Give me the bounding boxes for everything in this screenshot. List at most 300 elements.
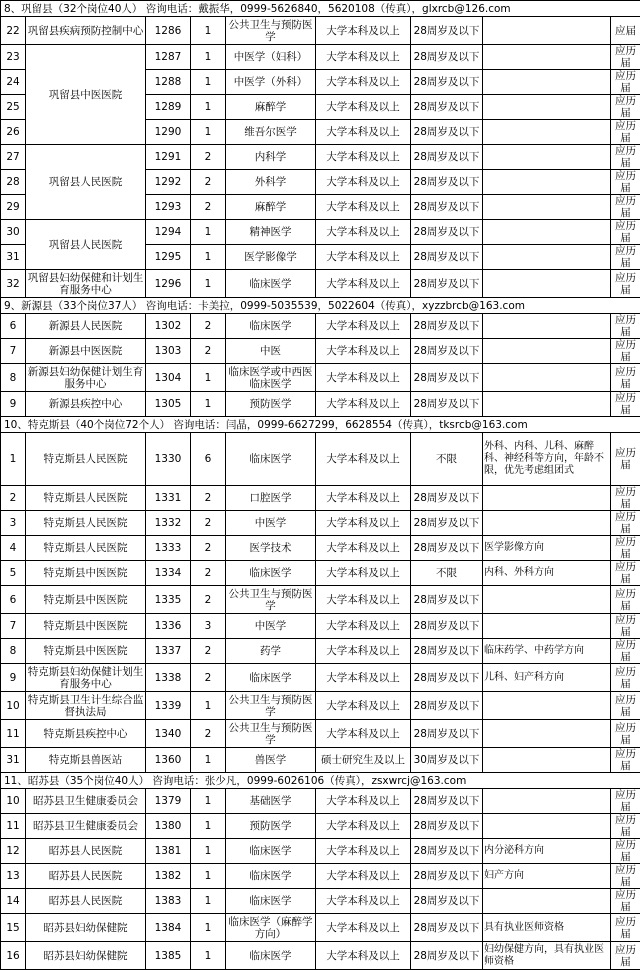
cell-age: 28周岁及以下 — [411, 692, 483, 720]
cell-age: 28周岁及以下 — [411, 586, 483, 614]
table-row — [1, 639, 640, 664]
table-row — [1, 814, 640, 839]
cell-edu: 大学本科及以上 — [316, 195, 411, 220]
table-row — [1, 692, 640, 720]
cell-note: 临床药学、中药学方向 — [483, 639, 611, 664]
cell-count: 1 — [191, 120, 226, 145]
section-header: 10、特克斯县（40个岗位72个人） 咨询电话：闫晶，0999-6627299，6628554（传真），tksrcb@163.com — [1, 417, 640, 433]
cell-grad: 应历届 — [611, 486, 640, 511]
table-row — [1, 339, 640, 364]
cell-grad: 应届 — [611, 17, 640, 45]
cell-unit: 特克斯县人民医院 — [26, 536, 146, 561]
table-row — [1, 789, 640, 814]
cell-unit: 新源县中医医院 — [26, 339, 146, 364]
cell-unit: 昭苏县人民医院 — [26, 889, 146, 914]
cell-age: 28周岁及以下 — [411, 195, 483, 220]
cell-grad: 应历届 — [611, 664, 640, 692]
cell-age: 28周岁及以下 — [411, 220, 483, 245]
cell-grad: 应历届 — [611, 942, 640, 970]
cell-grad: 应历届 — [611, 339, 640, 364]
cell-edu: 大学本科及以上 — [316, 486, 411, 511]
cell-edu: 大学本科及以上 — [316, 70, 411, 95]
table-row — [1, 664, 640, 692]
cell-edu: 大学本科及以上 — [316, 614, 411, 639]
cell-edu: 硕士研究生及以上 — [316, 748, 411, 773]
cell-code: 1339 — [146, 692, 191, 720]
cell-code: 1379 — [146, 789, 191, 814]
cell-count: 1 — [191, 220, 226, 245]
cell-no: 6 — [1, 314, 26, 339]
cell-note — [483, 220, 611, 245]
cell-code: 1336 — [146, 614, 191, 639]
cell-edu: 大学本科及以上 — [316, 720, 411, 748]
cell-edu: 大学本科及以上 — [316, 364, 411, 392]
table-row — [1, 511, 640, 536]
cell-edu: 大学本科及以上 — [316, 314, 411, 339]
cell-major: 临床医学 — [226, 942, 316, 970]
cell-major: 预防医学 — [226, 814, 316, 839]
cell-major: 医学技术 — [226, 536, 316, 561]
cell-note — [483, 748, 611, 773]
cell-count: 1 — [191, 692, 226, 720]
section-header-row — [1, 773, 640, 789]
cell-age: 28周岁及以下 — [411, 789, 483, 814]
cell-note — [483, 245, 611, 270]
cell-no: 30 — [1, 220, 26, 245]
cell-unit: 巩留县人民医院 — [26, 220, 146, 270]
cell-grad: 应历届 — [611, 639, 640, 664]
cell-code: 1380 — [146, 814, 191, 839]
cell-no: 28 — [1, 170, 26, 195]
cell-age: 不限 — [411, 433, 483, 486]
cell-major: 医学影像学 — [226, 245, 316, 270]
cell-note — [483, 364, 611, 392]
cell-count: 2 — [191, 145, 226, 170]
table-row — [1, 45, 640, 70]
cell-note — [483, 586, 611, 614]
cell-major: 临床医学（麻醉学方向） — [226, 914, 316, 942]
cell-grad: 应历届 — [611, 692, 640, 720]
cell-grad: 应历届 — [611, 433, 640, 486]
cell-code: 1385 — [146, 942, 191, 970]
cell-unit: 特克斯县人民医院 — [26, 511, 146, 536]
cell-grad: 应历届 — [611, 170, 640, 195]
cell-major: 内科学 — [226, 145, 316, 170]
cell-edu: 大学本科及以上 — [316, 942, 411, 970]
cell-edu: 大学本科及以上 — [316, 392, 411, 417]
cell-count: 1 — [191, 914, 226, 942]
cell-major: 预防医学 — [226, 392, 316, 417]
cell-count: 1 — [191, 864, 226, 889]
table-row — [1, 748, 640, 773]
cell-age: 28周岁及以下 — [411, 814, 483, 839]
cell-grad: 应历届 — [611, 614, 640, 639]
cell-unit: 特克斯县疾控中心 — [26, 720, 146, 748]
cell-note — [483, 195, 611, 220]
cell-code: 1332 — [146, 511, 191, 536]
cell-age: 28周岁及以下 — [411, 170, 483, 195]
cell-count: 1 — [191, 392, 226, 417]
cell-edu: 大学本科及以上 — [316, 864, 411, 889]
cell-code: 1292 — [146, 170, 191, 195]
cell-note — [483, 145, 611, 170]
cell-age: 28周岁及以下 — [411, 536, 483, 561]
cell-grad: 应历届 — [611, 145, 640, 170]
cell-unit: 巩留县中医医院 — [26, 45, 146, 145]
cell-edu: 大学本科及以上 — [316, 511, 411, 536]
cell-age: 28周岁及以下 — [411, 364, 483, 392]
cell-no: 31 — [1, 748, 26, 773]
section-header-row — [1, 417, 640, 433]
cell-no: 8 — [1, 364, 26, 392]
cell-edu: 大学本科及以上 — [316, 95, 411, 120]
table-row — [1, 864, 640, 889]
cell-age: 28周岁及以下 — [411, 511, 483, 536]
cell-count: 2 — [191, 586, 226, 614]
cell-unit: 昭苏县妇幼保健院 — [26, 914, 146, 942]
cell-no: 9 — [1, 664, 26, 692]
cell-age: 28周岁及以下 — [411, 45, 483, 70]
cell-no: 6 — [1, 586, 26, 614]
cell-note — [483, 170, 611, 195]
cell-no: 23 — [1, 45, 26, 70]
cell-grad: 应历届 — [611, 245, 640, 270]
table-row — [1, 942, 640, 970]
cell-edu: 大学本科及以上 — [316, 839, 411, 864]
cell-age: 28周岁及以下 — [411, 392, 483, 417]
cell-note — [483, 889, 611, 914]
cell-age: 28周岁及以下 — [411, 95, 483, 120]
cell-no: 7 — [1, 614, 26, 639]
cell-edu: 大学本科及以上 — [316, 664, 411, 692]
cell-no: 4 — [1, 536, 26, 561]
cell-major: 临床医学 — [226, 433, 316, 486]
table-row — [1, 392, 640, 417]
section-header-row — [1, 298, 640, 314]
cell-code: 1305 — [146, 392, 191, 417]
cell-note — [483, 814, 611, 839]
section-header: 8、巩留县（32个岗位40人） 咨询电话：戴振华，0999-5626840，5620108（传真），glxrcb@126.com — [1, 1, 640, 17]
cell-unit: 昭苏县卫生健康委员会 — [26, 789, 146, 814]
cell-no: 32 — [1, 270, 26, 298]
cell-count: 2 — [191, 536, 226, 561]
cell-grad: 应历届 — [611, 914, 640, 942]
cell-note — [483, 17, 611, 45]
cell-note — [483, 339, 611, 364]
cell-age: 28周岁及以下 — [411, 839, 483, 864]
cell-count: 2 — [191, 170, 226, 195]
cell-unit: 巩留县人民医院 — [26, 145, 146, 220]
section-header: 9、新源县（33个岗位37人） 咨询电话：卡美拉，0999-5035539，5022604（传真），xyzzbrcb@163.com — [1, 298, 640, 314]
cell-grad: 应历届 — [611, 314, 640, 339]
cell-no: 11 — [1, 814, 26, 839]
cell-note — [483, 789, 611, 814]
cell-note — [483, 120, 611, 145]
cell-age: 28周岁及以下 — [411, 914, 483, 942]
cell-unit: 特克斯县中医医院 — [26, 586, 146, 614]
cell-age: 28周岁及以下 — [411, 270, 483, 298]
cell-code: 1291 — [146, 145, 191, 170]
table-row — [1, 914, 640, 942]
cell-no: 14 — [1, 889, 26, 914]
cell-edu: 大学本科及以上 — [316, 170, 411, 195]
cell-no: 10 — [1, 789, 26, 814]
cell-grad: 应历届 — [611, 720, 640, 748]
cell-count: 2 — [191, 664, 226, 692]
cell-major: 兽医学 — [226, 748, 316, 773]
cell-major: 口腔医学 — [226, 486, 316, 511]
cell-grad: 应历届 — [611, 748, 640, 773]
cell-edu: 大学本科及以上 — [316, 270, 411, 298]
cell-age: 28周岁及以下 — [411, 942, 483, 970]
cell-major: 临床医学 — [226, 270, 316, 298]
cell-major: 精神医学 — [226, 220, 316, 245]
cell-count: 1 — [191, 17, 226, 45]
cell-unit: 特克斯县人民医院 — [26, 433, 146, 486]
cell-code: 1333 — [146, 536, 191, 561]
cell-edu: 大学本科及以上 — [316, 639, 411, 664]
cell-grad: 应历届 — [611, 195, 640, 220]
cell-age: 28周岁及以下 — [411, 70, 483, 95]
table-row — [1, 839, 640, 864]
table-row — [1, 586, 640, 614]
cell-no: 31 — [1, 245, 26, 270]
cell-major: 麻醉学 — [226, 195, 316, 220]
cell-no: 3 — [1, 511, 26, 536]
cell-major: 公共卫生与预防医学 — [226, 692, 316, 720]
cell-edu: 大学本科及以上 — [316, 914, 411, 942]
cell-count: 2 — [191, 314, 226, 339]
cell-age: 28周岁及以下 — [411, 120, 483, 145]
cell-count: 1 — [191, 364, 226, 392]
cell-grad: 应历届 — [611, 839, 640, 864]
table-row — [1, 561, 640, 586]
cell-code: 1330 — [146, 433, 191, 486]
cell-grad: 应历届 — [611, 889, 640, 914]
cell-note: 妇幼保健方向，具有执业医师资格 — [483, 942, 611, 970]
table-row — [1, 314, 640, 339]
cell-major: 麻醉学 — [226, 95, 316, 120]
cell-count: 1 — [191, 45, 226, 70]
cell-code: 1290 — [146, 120, 191, 145]
table-row — [1, 889, 640, 914]
cell-note — [483, 95, 611, 120]
cell-age: 30周岁及以下 — [411, 748, 483, 773]
cell-count: 2 — [191, 561, 226, 586]
cell-age: 28周岁及以下 — [411, 614, 483, 639]
cell-age: 28周岁及以下 — [411, 17, 483, 45]
cell-code: 1286 — [146, 17, 191, 45]
cell-unit: 特克斯县中医医院 — [26, 561, 146, 586]
cell-code: 1383 — [146, 889, 191, 914]
cell-code: 1334 — [146, 561, 191, 586]
cell-no: 26 — [1, 120, 26, 145]
cell-note — [483, 511, 611, 536]
cell-note: 具有执业医师资格 — [483, 914, 611, 942]
cell-grad: 应历届 — [611, 120, 640, 145]
cell-unit: 特克斯县中医医院 — [26, 614, 146, 639]
cell-edu: 大学本科及以上 — [316, 433, 411, 486]
cell-edu: 大学本科及以上 — [316, 220, 411, 245]
cell-grad: 应历届 — [611, 392, 640, 417]
section-header: 11、昭苏县（35个岗位40人） 咨询电话：张少凡，0999-6026106（传真），zsxwrcj@163.com — [1, 773, 640, 789]
cell-age: 28周岁及以下 — [411, 486, 483, 511]
cell-grad: 应历届 — [611, 364, 640, 392]
cell-unit: 特克斯县妇幼保健计划生育服务中心 — [26, 664, 146, 692]
cell-count: 1 — [191, 839, 226, 864]
cell-note: 妇产方向 — [483, 864, 611, 889]
cell-note: 内科、外科方向 — [483, 561, 611, 586]
cell-edu: 大学本科及以上 — [316, 561, 411, 586]
cell-note — [483, 314, 611, 339]
cell-count: 6 — [191, 433, 226, 486]
cell-note — [483, 270, 611, 298]
cell-note: 外科、内科、儿科、麻醉科、神经科等方向，年龄不限，优先考虑组团式 — [483, 433, 611, 486]
cell-grad: 应历届 — [611, 45, 640, 70]
cell-unit: 昭苏县卫生健康委员会 — [26, 814, 146, 839]
cell-grad: 应历届 — [611, 95, 640, 120]
section-header-row — [1, 1, 640, 17]
cell-count: 1 — [191, 889, 226, 914]
cell-grad: 应历届 — [611, 270, 640, 298]
cell-code: 1294 — [146, 220, 191, 245]
table-row — [1, 17, 640, 45]
cell-edu: 大学本科及以上 — [316, 814, 411, 839]
cell-unit: 特克斯县兽医站 — [26, 748, 146, 773]
cell-no: 29 — [1, 195, 26, 220]
cell-no: 10 — [1, 692, 26, 720]
cell-unit: 特克斯县人民医院 — [26, 486, 146, 511]
cell-edu: 大学本科及以上 — [316, 692, 411, 720]
cell-major: 中医学 — [226, 614, 316, 639]
cell-major: 中医 — [226, 339, 316, 364]
cell-grad: 应历届 — [611, 814, 640, 839]
cell-unit: 新源县人民医院 — [26, 314, 146, 339]
table-row — [1, 364, 640, 392]
cell-grad: 应历届 — [611, 536, 640, 561]
cell-major: 公共卫生与预防医学 — [226, 17, 316, 45]
cell-count: 2 — [191, 195, 226, 220]
cell-no: 24 — [1, 70, 26, 95]
cell-major: 临床医学 — [226, 839, 316, 864]
cell-count: 1 — [191, 814, 226, 839]
cell-major: 临床医学 — [226, 864, 316, 889]
cell-age: 28周岁及以下 — [411, 314, 483, 339]
cell-note — [483, 70, 611, 95]
cell-code: 1382 — [146, 864, 191, 889]
cell-edu: 大学本科及以上 — [316, 339, 411, 364]
cell-count: 1 — [191, 95, 226, 120]
cell-code: 1287 — [146, 45, 191, 70]
cell-note: 内分泌科方向 — [483, 839, 611, 864]
cell-grad: 应历届 — [611, 561, 640, 586]
cell-code: 1304 — [146, 364, 191, 392]
cell-count: 2 — [191, 486, 226, 511]
cell-count: 1 — [191, 270, 226, 298]
cell-edu: 大学本科及以上 — [316, 536, 411, 561]
cell-code: 1360 — [146, 748, 191, 773]
cell-note — [483, 45, 611, 70]
cell-edu: 大学本科及以上 — [316, 145, 411, 170]
cell-no: 11 — [1, 720, 26, 748]
cell-age: 28周岁及以下 — [411, 245, 483, 270]
cell-age: 28周岁及以下 — [411, 864, 483, 889]
cell-major: 临床医学 — [226, 889, 316, 914]
cell-major: 中医学（外科） — [226, 70, 316, 95]
cell-unit: 昭苏县人民医院 — [26, 839, 146, 864]
cell-code: 1302 — [146, 314, 191, 339]
cell-unit: 特克斯县中医医院 — [26, 639, 146, 664]
cell-count: 3 — [191, 614, 226, 639]
cell-major: 公共卫生与预防医学 — [226, 586, 316, 614]
cell-unit: 昭苏县人民医院 — [26, 864, 146, 889]
cell-code: 1335 — [146, 586, 191, 614]
table-row — [1, 433, 640, 486]
cell-major: 临床医学 — [226, 664, 316, 692]
cell-note — [483, 614, 611, 639]
cell-no: 9 — [1, 392, 26, 417]
cell-major: 药学 — [226, 639, 316, 664]
cell-major: 基础医学 — [226, 789, 316, 814]
cell-code: 1337 — [146, 639, 191, 664]
cell-count: 1 — [191, 748, 226, 773]
cell-code: 1384 — [146, 914, 191, 942]
cell-grad: 应历届 — [611, 789, 640, 814]
cell-no: 8 — [1, 639, 26, 664]
cell-code: 1340 — [146, 720, 191, 748]
cell-note: 儿科、妇产科方向 — [483, 664, 611, 692]
cell-grad: 应历届 — [611, 511, 640, 536]
table-row — [1, 614, 640, 639]
cell-code: 1293 — [146, 195, 191, 220]
cell-no: 7 — [1, 339, 26, 364]
cell-count: 1 — [191, 245, 226, 270]
cell-no: 15 — [1, 914, 26, 942]
cell-code: 1338 — [146, 664, 191, 692]
cell-major: 外科学 — [226, 170, 316, 195]
cell-unit: 新源县疾控中心 — [26, 392, 146, 417]
cell-no: 25 — [1, 95, 26, 120]
table-row — [1, 220, 640, 245]
cell-age: 28周岁及以下 — [411, 339, 483, 364]
cell-no: 2 — [1, 486, 26, 511]
table-row — [1, 536, 640, 561]
cell-code: 1289 — [146, 95, 191, 120]
cell-note — [483, 692, 611, 720]
cell-grad: 应历届 — [611, 586, 640, 614]
cell-edu: 大学本科及以上 — [316, 889, 411, 914]
cell-count: 1 — [191, 789, 226, 814]
cell-age: 28周岁及以下 — [411, 639, 483, 664]
cell-count: 1 — [191, 942, 226, 970]
cell-code: 1295 — [146, 245, 191, 270]
cell-count: 2 — [191, 639, 226, 664]
cell-note — [483, 720, 611, 748]
cell-major: 维吾尔医学 — [226, 120, 316, 145]
cell-major: 中医学 — [226, 511, 316, 536]
cell-code: 1288 — [146, 70, 191, 95]
cell-unit: 特克斯县卫生计生综合监督执法局 — [26, 692, 146, 720]
cell-count: 1 — [191, 70, 226, 95]
cell-unit: 昭苏县妇幼保健院 — [26, 942, 146, 970]
cell-edu: 大学本科及以上 — [316, 789, 411, 814]
cell-count: 2 — [191, 720, 226, 748]
cell-unit: 新源县妇幼保健计划生育服务中心 — [26, 364, 146, 392]
cell-no: 27 — [1, 145, 26, 170]
cell-code: 1331 — [146, 486, 191, 511]
cell-no: 1 — [1, 433, 26, 486]
cell-major: 临床医学 — [226, 561, 316, 586]
